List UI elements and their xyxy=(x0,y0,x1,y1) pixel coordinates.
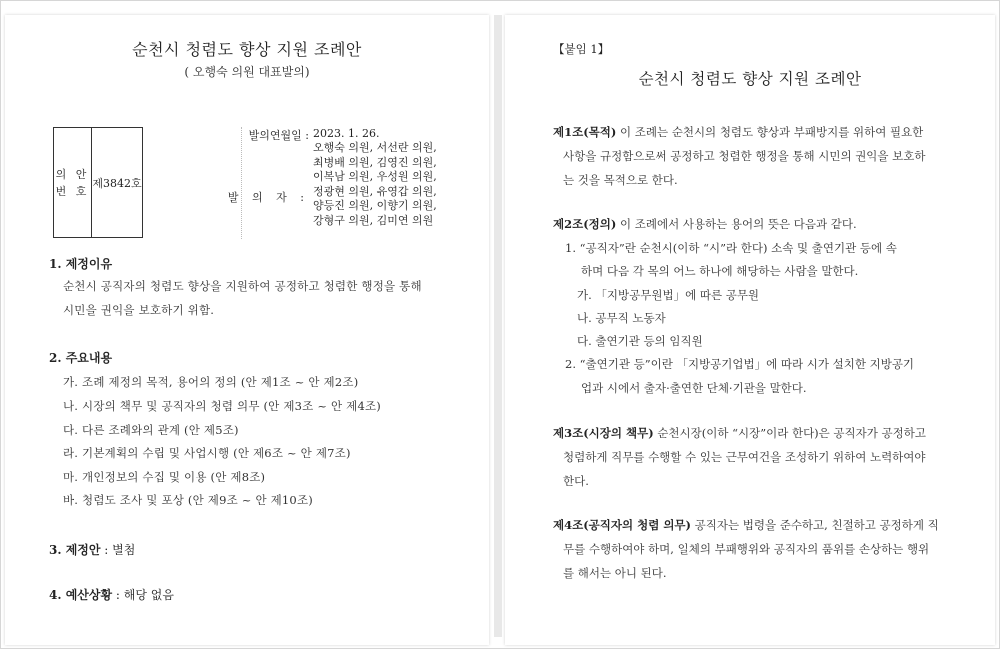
proposal-divider xyxy=(241,127,242,239)
page-subtitle: ( 오행숙 의원 대표발의) xyxy=(184,65,310,79)
proposal-date-label: 발의연월일 : xyxy=(248,129,309,142)
content-item: 나. 시장의 책무 및 공직자의 청렴 의무 (안 제3조 ~ 안 제4조) xyxy=(63,399,381,413)
article-line: 를 해서는 아니 된다. xyxy=(563,566,667,580)
section-draft-value: : 별첨 xyxy=(100,543,136,557)
article-text: 공직자는 법령을 준수하고, 친절하고 공정하게 직 xyxy=(690,518,939,532)
bill-number-value: 제3842호 xyxy=(92,176,142,190)
right-page xyxy=(505,15,995,645)
article-text: 순천시장(이하 “시장”이라 한다)은 공직자가 공정하고 xyxy=(653,426,926,440)
article-line: 한다. xyxy=(563,474,589,488)
article-text: 이 조례는 순천시의 청렴도 향상과 부패방지를 위하여 필요한 xyxy=(616,125,924,139)
article-line: 는 것을 목적으로 한다. xyxy=(563,173,678,187)
article-4 xyxy=(553,517,939,533)
content-item: 다. 다른 조례와의 관계 (안 제5조) xyxy=(63,423,239,437)
proposer-line: 오행숙 의원, 서선란 의원, xyxy=(313,141,437,154)
section-content-heading: 2. 주요내용 xyxy=(49,351,113,365)
article-head: 제1조(목적) xyxy=(553,125,617,139)
article-line: 나. 공무직 노동자 xyxy=(577,311,666,325)
left-page xyxy=(5,15,489,645)
article-line: 청렴하게 직무를 수행할 수 있는 근무여건을 조성하기 위하여 노력하여야 xyxy=(563,450,926,464)
article-line: 무를 수행하여야 하며, 일체의 부패행위와 공직자의 품위를 손상하는 행위 xyxy=(563,542,930,556)
proposer-label: 발 의 자 : xyxy=(227,191,309,204)
bill-label-line1: 의 안 xyxy=(55,167,90,181)
article-line: 1. “공직자”란 순천시(이하 “시”라 한다) 소속 및 출연기관 등에 속 xyxy=(565,241,897,255)
content-item: 라. 기본계획의 수립 및 사업시행 (안 제6조 ~ 안 제7조) xyxy=(63,446,351,460)
page-title: 순천시 청렴도 향상 지원 조례안 xyxy=(132,40,362,59)
proposer-line: 양등진 의원, 이향기 의원, xyxy=(313,199,437,213)
article-line: 업과 시에서 출자·출연한 단체·기관을 말한다. xyxy=(581,381,807,395)
section-draft-heading: 3. 제정안 xyxy=(49,543,101,557)
article-line: 다. 출연기관 등의 임직원 xyxy=(577,334,703,348)
section-reason-heading: 1. 제정이유 xyxy=(49,257,113,271)
section-budget xyxy=(49,586,174,603)
bill-number-box xyxy=(53,127,143,238)
section-draft xyxy=(49,541,135,558)
article-head: 제3조(시장의 책무) xyxy=(553,426,654,440)
proposer-line: 이복남 의원, 우성원 의원, xyxy=(313,170,437,184)
proposer-line: 정광현 의원, 유영갑 의원, xyxy=(313,184,437,198)
page-gutter xyxy=(494,15,502,637)
article-line: 사항을 규정함으로써 공정하고 청렴한 행정을 통해 시민의 권익을 보호하 xyxy=(563,149,926,163)
article-line: 하며 다음 각 목의 어느 하나에 해당하는 사람을 말한다. xyxy=(581,264,859,278)
article-line: 2. “출연기관 등”이란 「지방공기업법」에 따라 시가 설치한 지방공기 xyxy=(565,357,915,371)
proposer-line: 강형구 의원, 김미연 의원 xyxy=(313,213,434,227)
article-line: 가. 「지방공무원법」에 따른 공무원 xyxy=(577,288,760,302)
attachment-tag: 【붙임 1】 xyxy=(553,42,610,56)
proposal-info xyxy=(187,127,449,239)
reason-line: 시민을 권익을 보호하기 위함. xyxy=(63,303,215,317)
content-item: 마. 개인정보의 수집 및 이용 (안 제8조) xyxy=(63,470,266,484)
bill-label-line2: 번 호 xyxy=(55,184,90,198)
content-item: 바. 청렴도 조사 및 포상 (안 제9조 ~ 안 제10조) xyxy=(63,493,313,507)
proposer-list xyxy=(313,141,449,229)
bill-number-label xyxy=(54,128,92,237)
article-1 xyxy=(553,124,923,140)
article-2 xyxy=(553,216,857,232)
reason-line: 순천시 공직자의 청렴도 향상을 지원하여 공정하고 청렴한 행정을 통해 xyxy=(63,279,422,293)
section-budget-heading: 4. 예산상황 xyxy=(49,588,113,602)
proposer-line: 최병배 의원, 김영진 의원, xyxy=(313,155,437,169)
article-text: 이 조례에서 사용하는 용어의 뜻은 다음과 같다. xyxy=(616,217,857,231)
article-head: 제4조(공직자의 청렴 의무) xyxy=(553,518,691,532)
ordinance-title: 순천시 청렴도 향상 지원 조례안 xyxy=(638,70,862,88)
article-3 xyxy=(553,425,926,441)
section-budget-value: : 해당 없음 xyxy=(112,588,174,602)
content-item: 가. 조례 제정의 목적, 용어의 정의 (안 제1조 ~ 안 제2조) xyxy=(63,375,359,389)
article-head: 제2조(정의) xyxy=(553,217,617,231)
proposal-date-value: 2023. 1. 26. xyxy=(313,127,380,140)
